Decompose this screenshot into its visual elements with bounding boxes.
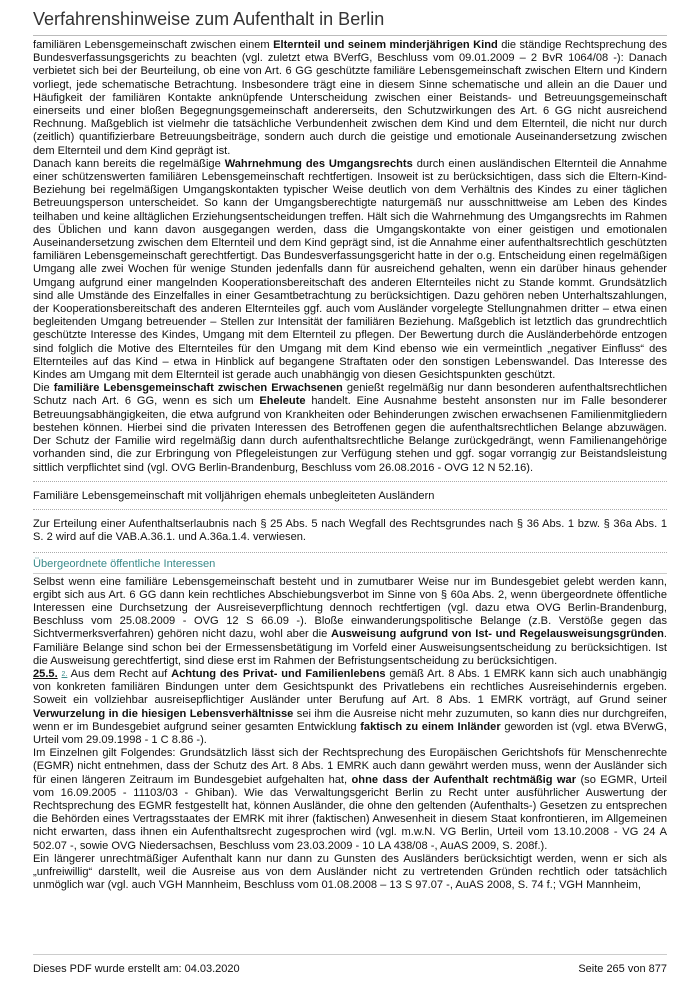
subsection-marker: 2. [61,670,68,678]
paragraph: familiären Lebensgemeinschaft zwischen einem Elternteil und seinem minderjährigen Kind die ständige Rechtsprechung des Bundesverfassungsgerichts zu beachten (vgl. zuletzt etwa BVerfG, Beschluss vom 09.01.2009 – 2 BvR 1064/08 -): Danach verbietet sich bei der Beurteilung, ob eine von Art. 6 GG geschützte familiäre Lebensgemeinschaft zwischen Eltern und Kindern vorliegt, jede schematische Betrachtung. Insbesondere trägt eine in diesem Sinne schematische und allein an die Dauer und Häufigkeit der familiären Kontakte anknüpfende Unterscheidung zwischen einer Beistands- und Betreuungsgemeinschaft einerseits und einer bloßen Begegnungsgemeinschaft andererseits, den Schutzwirkungen des Art. 6 GG nicht ausreichend Rechnung. Maßgeblich ist vielmehr die tatsächliche Verbundenheit zwischen dem Kind und dem Elternteil, die nicht nur durch (zeitlich) quantifizierbare Betreuungsbeiträge, sondern auch durch die geistige und emotionale Auseinandersetzung zwischen dem Elternteil und dem Kind geprägt ist. [33,39,667,157]
document-page [33,0,667,990]
paragraph: 25.5. 2. Aus dem Recht auf Achtung des Privat- und Familienlebens gemäß Art. 8 Abs. 1 EMRK kann sich auch unabhängig von konkreten familiären Bindungen unter dem Gesichtspunkt des Privatlebens ein rechtliches Ausreisehindernis ergeben. Soweit ein vollziehbar ausreisepflichtiger Ausländer unter Berufung auf Art. 8 Abs. 1 EMRK vorträgt, auf Grund seiner Verwurzelung in die hiesigen Lebensverhältnisse sei ihm die Ausreise nicht mehr zuzumuten, so kann dies nur durchgreifen, wenn er im Bundesgebiet aufgrund seiner gesamten Entwicklung faktisch zu einem Inländer geworden ist (vgl. etwa BVerwG, Urteil vom 29.09.1998 - 1 C 8.86 -). [33,667,667,746]
footer-created-date: Dieses PDF wurde erstellt am: 04.03.2020 [33,963,240,975]
section-divider [33,573,667,574]
section-divider [33,509,667,510]
title-divider [33,35,667,36]
page-title: Verfahrenshinweise zum Aufenthalt in Berlin [33,9,385,29]
document-body [33,39,667,892]
paragraph: Zur Erteilung einer Aufenthaltserlaubnis nach § 25 Abs. 5 nach Wegfall des Rechtsgrundes nach § 36 Abs. 1 bzw. § 36a Abs. 1 S. 2 wird auf die VAB.A.36.1. und A.36a.1.4. verwiesen. [33,517,667,544]
paragraph: Die familiäre Lebensgemeinschaft zwischen Erwachsenen genießt regelmäßig nur dann besonderen aufenthaltsrechtlichen Schutz nach Art. 6 GG, wenn es sich um Eheleute handelt. Eine Ausnahme besteht ansonsten nur im Falle besonderer Betreuungsabhängigkeiten, die etwa aufgrund von Krankheiten oder Behinderungen zwischen erwachsenen Familienmitgliedern bestehen können. Hierbei sind die privaten Interessen des Betroffenen gegen die aufenthaltsrechtlichen Belange abzuwägen. Der Schutz der Familie wird regelmäßig dann durch aufenthaltsrechtliche Belange zurückgedrängt, wenn Familienangehörige vorhanden sind, die zur Erbringung von Pflegeleistungen zur Verfügung stehen und ggf. sogar vorrangig zur Beistandsleistung sittlich verpflichtet sind (vgl. OVG Berlin-Brandenburg, Beschluss vom 26.08.2016 - OVG 12 N 52.16). [33,382,667,474]
section-number: 25.5. [33,667,58,680]
section-heading: Familiäre Lebensgemeinschaft mit volljährigen ehemals unbegleiteten Ausländern [33,489,435,502]
section-divider [33,481,667,482]
section-divider [33,552,667,553]
paragraph: Danach kann bereits die regelmäßige Wahrnehmung des Umgangsrechts durch einen ausländischen Elternteil die Annahme einer schützenswerten familiären Lebensgemeinschaft rechtfertigen. Insoweit ist zu berücksichtigen, dass sich die Eltern-Kind-Beziehung bei regelmäßigen Umgangskontakten typischer Weise deutlich von dem Verhältnis des Kindes zu einer täglichen Betreuungsperson unterscheidet. So kann der Umgangsberechtigte naturgemäß nur ausschnittweise am Leben des Kindes teilhaben und keine alltäglichen Erziehungsentscheidungen treffen. Hält sich die Wahrnehmung des Umgangsrechts im Rahmen des Üblichen und kann davon ausgegangen werden, dass die Umgangskontakte von einer geistigen und emotionalen Auseinandersetzung zwischen dem Elternteil und dem Kind geprägt sind, ist die Annahme einer aufenthaltsrechtlich geschützten familiären Lebensgemeinschaft gerechtfertigt. Das Bundesverfassungsgericht hatte in der o.g. Entscheidung einen regelmäßigen Umgang alle zwei Wochen für wenige Stunden jedenfalls dann für ausreichend gehalten, wenn ein darüber hinaus gehender Umgang aufgrund einer mangelnden Kooperationsbereitschaft des anderen Elternteiles nicht zu Stande kommt. Grundsätzlich sind alle Umstände des Einzelfalles in einer Gesamtbetrachtung zu berücksichtigen. Dazu gehören neben Unterhaltszahlungen, der Kooperationsbereitschaft des anderen Elternteiles ggf. auch vom Ausländer vorgelegte Stellungnahmen dritter – etwa einen begleitenden Umgang betreuender – Stellen zur Intensität der familiären Beziehung. Maßgeblich ist letztlich das grundrechtlich geschützte Interesse des Kindes, Umgang mit dem Elternteil zu pflegen. Der Bewertung durch die Ausländerbehörde entzogen sind folglich die Motive des Elternteiles für den Umgang mit dem Kind ebenso wie ein vermeintlich „negativer Einfluss“ des Elternteiles auf das Kind – etwa in Hinblick auf begangene Straftaten oder den sonstigen Lebenswandel. Das Interesse des Kindes am Umgang mit dem Elternteil ist gerade auch unabhängig von diesen Gesichtspunkten geschützt. [33,157,667,382]
footer-divider [33,954,667,955]
paragraph: Ein längerer unrechtmäßiger Aufenthalt kann nur dann zu Gunsten des Ausländers berücksichtigt werden, wenn er sich als „unfreiwillig“ darstellt, weil die Ausreise aus von dem Ausländer nicht zu vertretenden Gründen rechtlich oder tatsächlich unmöglich war (vgl. auch VGH Mannheim, Beschluss vom 01.08.2008 – 13 S 97.07 -, AuAS 2008, S. 74 f.; VGH Mannheim, [33,852,667,892]
paragraph: Selbst wenn eine familiäre Lebensgemeinschaft besteht und in zumutbarer Weise nur im Bundesgebiet gelebt werden kann, ergibt sich aus Art. 6 GG dann kein rechtliches Abschiebungsverbot im Sinne von § 60a Abs. 2, wenn übergeordnete öffentliche Interessen eine Durchsetzung der Ausreiseverpflichtung dennoch rechtfertigen (vgl. dazu etwa OVG Berlin-Brandenburg, Beschluss vom 25.08.2009 - OVG 12 S 66.09 -). Bloße einwanderungspolitische Belange (z.B. Verstöße gegen das Sichtvermerksverfahren) gehören nicht dazu, wohl aber die Ausweisung aufgrund von Ist- und Regelausweisungsgründen. Familiäre Belange sind schon bei der Ermessensbetätigung im Vorfeld einer Ausweisungsentscheidung zu berücksichtigen. Ist die Ausweisung gerechtfertigt, sind diese erst im Rahmen der Befristungsentscheidung zu berücksichtigen. [33,575,667,667]
section-heading: Übergeordnete öffentliche Interessen [33,558,216,571]
paragraph: Im Einzelnen gilt Folgendes: Grundsätzlich lässt sich der Rechtsprechung des Europäischen Gerichtshofs für Menschenrechte (EGMR) nicht entnehmen, dass der Schutz des Art. 8 Abs. 1 EMRK auch dann gewährt werden muss, wenn der Ausländer sich für einen längeren Zeitraum im Bundesgebiet aufgehalten hat, ohne dass der Aufenthalt rechtmäßig war (so EGMR, Urteil vom 16.09.2005 - 11103/03 - Ghiban). Wie das Verwaltungsgericht Berlin zu Recht unter ausführlicher Auswertung der Rechtsprechung des EGMR festgestellt hat, können Ausländer, die ohne den geltenden (Aufenthalts-) Gesetzen zu entsprechen die Behörden eines Vertragsstaates der EMRK mit ihrer (faktischen) Anwesenheit in diesem Staat konfrontieren, im Allgemeinen nicht erwarten, dass ihnen ein Aufenthaltsrecht zugesprochen wird (vgl. m.w.N. VG Berlin, Urteil vom 13.10.2008 - VG 24 A 502.07 -, sowie OVG Niedersachsen, Beschluss vom 23.03.2009 - 10 LA 438/08 -, AuAS 2009, S. 208f.). [33,747,667,852]
footer-page-number: Seite 265 von 877 [578,963,667,975]
